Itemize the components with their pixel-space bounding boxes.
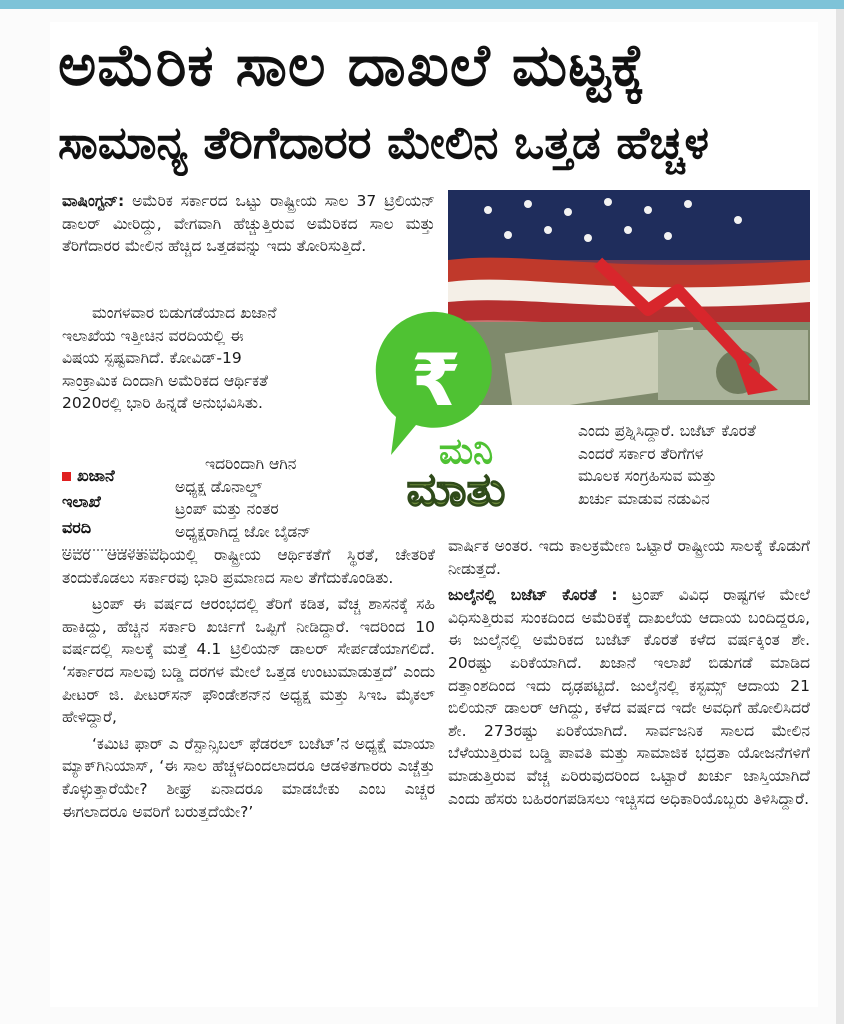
left-column-para3-top — [175, 453, 360, 543]
right-para1-line-b: ಎಂದರೆ ಸರ್ಕಾರ ತೆರಿಗೆಗಳ — [578, 444, 704, 463]
right-para1-line-d: ಖರ್ಚು ಮಾಡುವ ನಡುವಿನ — [578, 489, 710, 508]
headline-line-1: ಅಮೆರಿಕ ಸಾಲ ದಾಖಲೆ ಮಟ್ಟಕ್ಕೆ — [58, 31, 647, 99]
right-para1-line-a: ಎಂದು ಪ್ರಶ್ನಿಸಿದ್ದಾರೆ. ಬಜೆಟ್ ಕೊರತೆ — [578, 422, 756, 440]
left-column-bottom — [62, 544, 435, 823]
section-label-line-1: ಖಜಾನೆ — [77, 466, 115, 485]
rupee-symbol: ₹ — [410, 338, 462, 422]
left-para2-line-c: ವಿಷಯ ಸ್ಪಷ್ಟವಾಗಿದೆ. ಕೋವಿಡ್‌-19 — [62, 349, 242, 368]
left-para2-line-d: ಸಾಂಕ್ರಾಮಿಕ ದಿಂದಾಗಿ ಅಮೆರಿಕದ ಆರ್ಥಿಕತೆ — [62, 371, 268, 390]
left-para2-line-a: ಮಂಗಳವಾರ ಬಿಡುಗಡೆಯಾದ ಖಜಾನೆ — [92, 304, 277, 322]
right-column-bottom — [448, 535, 810, 810]
left-para3-line-a: ಇದರಿಂದಾಗಿ ಆಗಿನ — [205, 455, 297, 473]
mani-maatu-logo — [356, 305, 556, 515]
headline-line-2: ಸಾಮಾನ್ಯ ತೆರಿಗೆದಾರರ ಮೇಲಿನ ಒತ್ತಡ ಹೆಚ್ಚಳ — [58, 116, 709, 169]
left-paragraph-5: ‘ಕಮಿಟಿ ಫಾರ್ ಎ ರೆಸ್ಪಾನ್ಸಿಬಲ್ ಫೆಡರಲ್ ಬಜೆಟ್’ನ ಅಧ್ಯಕ್ಷೆ ಮಾಯಾ ಮ್ಯಾಕ್‌ಗಿನಿಯಾಸ್, ‘ಈ ಸಾಲ ಹೆಚ್ಚಳದಿಂದಲಾದರೂ ಆಡಳಿತಗಾರರು ಎಚ್ಚೆತ್ತು ಕೊಳ್ಳುತ್ತಾರೆಯೇ? ಶೀಘ್ರ ಏನಾದರೂ ಮಾಡಬೇಕು ಎಂಬ ಎಚ್ಚರ ಈಗಲಾದರೂ ಅವರಿಗೆ ಬರುತ್ತದೆಯೇ?’ — [62, 734, 435, 821]
section-label-line-3: ವರದಿ — [62, 518, 92, 537]
section-label-line-2: ಇಲಾಖೆ — [62, 492, 101, 511]
logo-word-mani: ಮನಿ — [438, 431, 494, 472]
section-label-box — [62, 463, 162, 551]
right-para1-line-c: ಮೂಲಕ ಸಂಗ್ರಹಿಸುವ ಮತ್ತು — [578, 467, 717, 486]
dateline: ವಾಷಿಂಗ್ಟನ್: — [62, 192, 125, 210]
right-subhead: ಜುಲೈನಲ್ಲಿ ಬಜೆಟ್ ಕೊರತೆ : — [448, 586, 618, 605]
left-paragraph-4: ಟ್ರಂಪ್ ಈ ವರ್ಷದ ಆರಂಭದಲ್ಲಿ ತೆರಿಗೆ ಕಡಿತ, ವೆಚ್ಚ ಶಾಸನಕ್ಕೆ ಸಹಿ ಹಾಕಿದ್ದು, ಹೆಚ್ಚಿನ ಸರ್ಕಾರಿ ಖರ್ಚಿಗೆ ಒಪ್ಪಿಗೆ ನೀಡಿದ್ದಾರೆ. ಇದರಿಂದ 10 ವರ್ಷದಲ್ಲಿ ಸಾಲಕ್ಕೆ ಮತ್ತೆ 4.1 ಟ್ರಿಲಿಯನ್ ಡಾಲರ್ ಸೇರ್ಪಡೆಯಾಗಲಿದೆ. ‘ಸರ್ಕಾರದ ಸಾಲವು ಬಡ್ಡಿ ದರಗಳ ಮೇಲೆ ಒತ್ತಡ ಉಂಟುಮಾಡುತ್ತದೆ’ ಎಂದು ಪೀಟರ್ ಜಿ. ಪೀಟರ್‌ಸನ್ ಫೌಂಡೇಶನ್‌ನ ಅಧ್ಯಕ್ಷ ಮತ್ತು ಸಿಇಒ ಮೈಕಲ್ ಹೇಳಿದ್ದಾರೆ, — [62, 595, 435, 727]
left-para2-line-b: ಇಲಾಖೆಯ ಇತ್ತೀಚಿನ ವರದಿಯಲ್ಲಿ ಈ — [62, 326, 244, 345]
right-paragraph-2: ಟ್ರಂಪ್ ವಿವಿಧ ರಾಷ್ಟಗಳ ಮೇಲೆ ವಿಧಿಸುತ್ತಿರುವ ಸುಂಕದಿಂದ ಅಮೆರಿಕಕ್ಕೆ ದಾಖಲೆಯ ಆದಾಯ ಬಂದಿದ್ದರೂ, ಈ ಜುಲೈನಲ್ಲಿ ಅಮೆರಿಕದ ಬಜೆಟ್ ಕೊರತೆ ಕಳೆದ ವರ್ಷಕ್ಕಿಂತ ಶೇ. 20ರಷ್ಟು ಏರಿಕೆಯಾಗಿದೆ. ಖಜಾನೆ ಇಲಾಖೆ ಬಿಡುಗಡೆ ಮಾಡಿದ ದತ್ತಾಂಶದಿಂದ ಇದು ದೃಢಪಟ್ಟಿದೆ. ಜುಲೈನಲ್ಲಿ ಕಸ್ಟಮ್ಸ್ ಆದಾಯ 21 ಬಿಲಿಯನ್ ಡಾಲರ್ ಆಗಿದ್ದು, ಕಳೆದ ವರ್ಷದ ಇದೇ ಅವಧಿಗೆ ಹೋಲಿಸಿದರೆ ಶೇ. 273ರಷ್ಟು ಏರಿಕೆಯಾಗಿದೆ. ಸಾರ್ವಜನಿಕ ಸಾಲದ ಮೇಲಿನ ಬೆಳೆಯುತ್ತಿರುವ ಬಡ್ಡಿ ಪಾವತಿ ಮತ್ತು ಸಾಮಾಜಿಕ ಭದ್ರತಾ ಯೋಜನೆಗಳಿಗೆ ಮಾಡುತ್ತಿರುವ ವೆಚ್ಚ ಏರಿರುವುದರಿಂದ ಒಟ್ಟಾರೆ ಖರ್ಚು ಜಾಸ್ತಿಯಾಗಿದೆ ಎಂದು ಹೆಸರು ಬಹಿರಂಗಪಡಿಸಲು ಇಚ್ಚಿಸದ ಅಧಿಕಾರಿಯೊಬ್ಬರು ತಿಳಿಸಿದ್ದಾರೆ. — [448, 586, 810, 808]
left-column-top — [62, 190, 435, 258]
left-para3-line-d: ಅಧ್ಯಕ್ಷರಾಗಿದ್ದ ಜೋ ಬೈಡನ್ — [175, 522, 311, 541]
red-square-marker — [62, 472, 71, 481]
left-para3-line-e: ಅವರ ಆಡಳಿತಾವಧಿಯಲ್ಲಿ ರಾಷ್ಟ್ರೀಯ ಆರ್ಥಿಕತೆಗೆ ಸ್ಥಿರತೆ, ಚೇತರಿಕೆ ತಂದುಕೊಡಲು ಸರ್ಕಾರವು ಭಾರಿ ಪ್ರಮಾಣದ ಸಾಲ ತೆಗೆದುಕೊಂಡಿತು. — [62, 546, 435, 587]
right-column-top — [578, 420, 810, 510]
page-edge — [836, 9, 844, 1024]
left-column-para2 — [62, 302, 362, 415]
logo-word-maatu: ಮಾತು — [406, 462, 506, 515]
left-para3-line-b: ಅಧ್ಯಕ್ಷ ಡೊನಾಲ್ಡ್ — [175, 477, 262, 496]
top-accent-bar — [0, 0, 844, 9]
left-para2-line-e: 2020ರಲ್ಲಿ ಭಾರಿ ಹಿನ್ನಡೆ ಅನುಭವಿಸಿತು. — [62, 394, 263, 413]
left-para3-line-c: ಟ್ರಂಪ್ ಮತ್ತು ನಂತರ — [175, 500, 279, 519]
right-para1-line-e: ವಾರ್ಷಿಕ ಅಂತರ. ಇದು ಕಾಲಕ್ರಮೇಣ ಒಟ್ಟಾರೆ ರಾಷ್ಟ್ರೀಯ ಸಾಲಕ್ಕೆ ಕೊಡುಗೆ ನೀಡುತ್ತದೆ. — [448, 537, 810, 578]
left-paragraph-1: ಅಮೆರಿಕ ಸರ್ಕಾರದ ಒಟ್ಟು ರಾಷ್ಟ್ರೀಯ ಸಾಲ 37 ಟ್ರಿಲಿಯನ್ ಡಾಲರ್ ಮೀರಿದ್ದು, ವೇಗವಾಗಿ ಹೆಚ್ಚುತ್ತಿರುವ ಅಮೆರಿಕದ ಸಾಲ ಮತ್ತು ತೆರಿಗೆದಾರರ ಮೇಲಿನ ಹೆಚ್ಚಿದ ಒತ್ತಡವನ್ನು ಇದು ತೋರಿಸುತ್ತಿದೆ. — [62, 192, 435, 256]
